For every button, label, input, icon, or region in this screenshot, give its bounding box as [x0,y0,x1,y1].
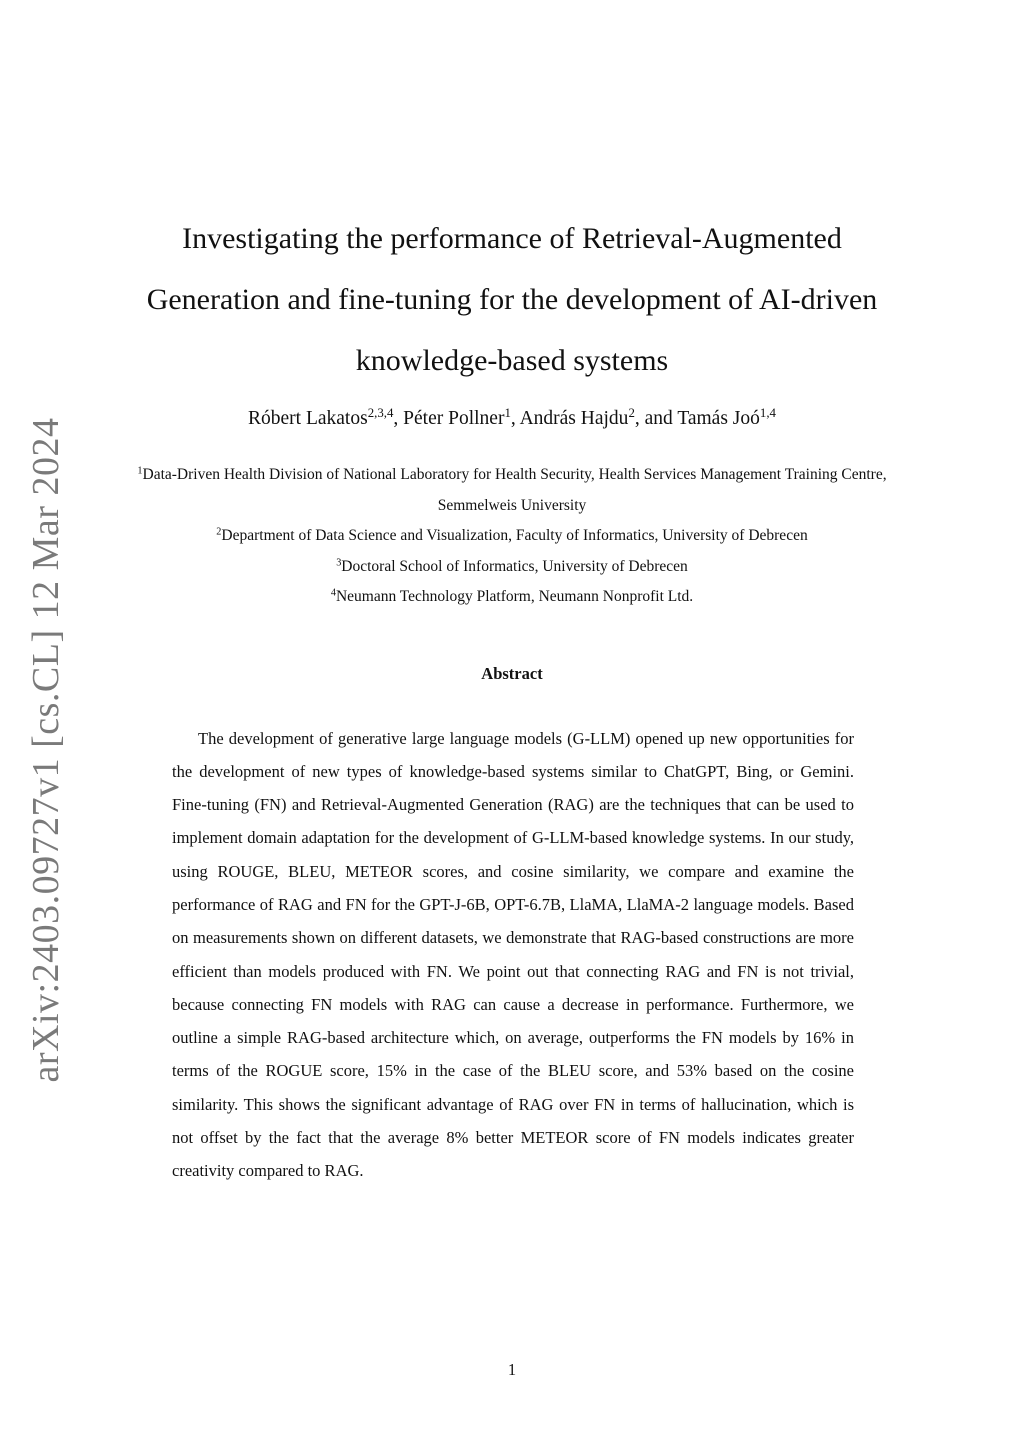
title-line: Investigating the performance of Retrieval-Augmented [182,222,842,255]
affiliation-list [130,460,894,613]
author-affiliation-marker: 2 [628,405,635,420]
abstract-body: The development of generative large language models (G-LLM) opened up new opportunities for the development of new types of knowledge-based systems similar to ChatGPT, Bing, or Gemini. Fine-tuning (FN) and Retrieval-Augmented Generation (RAG) are the techniques that can be used to implement domain adaptation for the development of G-LLM-based knowledge systems. In our study, using ROUGE, BLEU, METEOR scores, and cosine similarity, we compare and examine the performance of RAG and FN for the GPT-J-6B, OPT-6.7B, LlaMA, LlaMA-2 language models. Based on measurements shown on different datasets, we demonstrate that RAG-based constructions are more efficient than models produced with FN. We point out that connecting RAG and FN is not trivial, because connecting FN models with RAG can cause a decrease in performance. Furthermore, we outline a simple RAG-based architecture which, on average, outperforms the FN models by 16% in terms of the ROGUE score, 15% in the case of the BLEU score, and 53% based on the cosine similarity. This shows the significant advantage of RAG over FN in terms of hallucination, which is not offset by the fact that the average 8% better METEOR score of FN models indicates greater creativity compared to RAG. [172,728,854,1181]
affiliation-text: Doctoral School of Informatics, University of Debrecen [341,557,688,575]
author-name: András Hajdu [519,408,629,429]
affiliation-number: 1 [137,465,143,477]
affiliation-number: 4 [330,587,336,599]
author-name: Róbert Lakatos [248,408,368,429]
affiliation-number: 3 [336,556,342,568]
affiliation-text: Neumann Technology Platform, Neumann Nonprofit Ltd. [335,588,694,605]
affiliation [130,552,894,583]
author-separator: , [510,408,520,429]
affiliation [130,521,894,552]
affiliation-text: Data-Driven Health Division of National Laboratory for Health Security, Health Services Management Training Centre, Semmelweis University [142,466,887,514]
title-line: knowledge-based systems [355,344,669,377]
title-line: Generation and fine-tuning for the development of AI-driven [146,283,878,316]
author-affiliation-marker: 1,4 [759,405,776,420]
author-name: Tamás Joó [677,408,760,429]
author-affiliation-marker: 2,3,4 [367,405,394,420]
author-name: Péter Pollner [403,408,505,429]
paper-title [130,208,894,391]
abstract-heading: Abstract [481,664,543,683]
author-affiliation-marker: 1 [504,405,511,420]
author-separator: , and [634,408,678,429]
affiliation-number: 2 [216,526,222,538]
arxiv-identifier-stamp: arXiv:2403.09727v1 [cs.CL] 12 Mar 2024 [25,417,67,1083]
affiliation [130,460,894,521]
author-separator: , [393,408,404,429]
page-number: 1 [507,1360,517,1379]
affiliation [130,582,894,613]
author-list [130,405,894,430]
affiliation-text: Department of Data Science and Visualization, Faculty of Informatics, University of Debrecen [221,527,808,544]
